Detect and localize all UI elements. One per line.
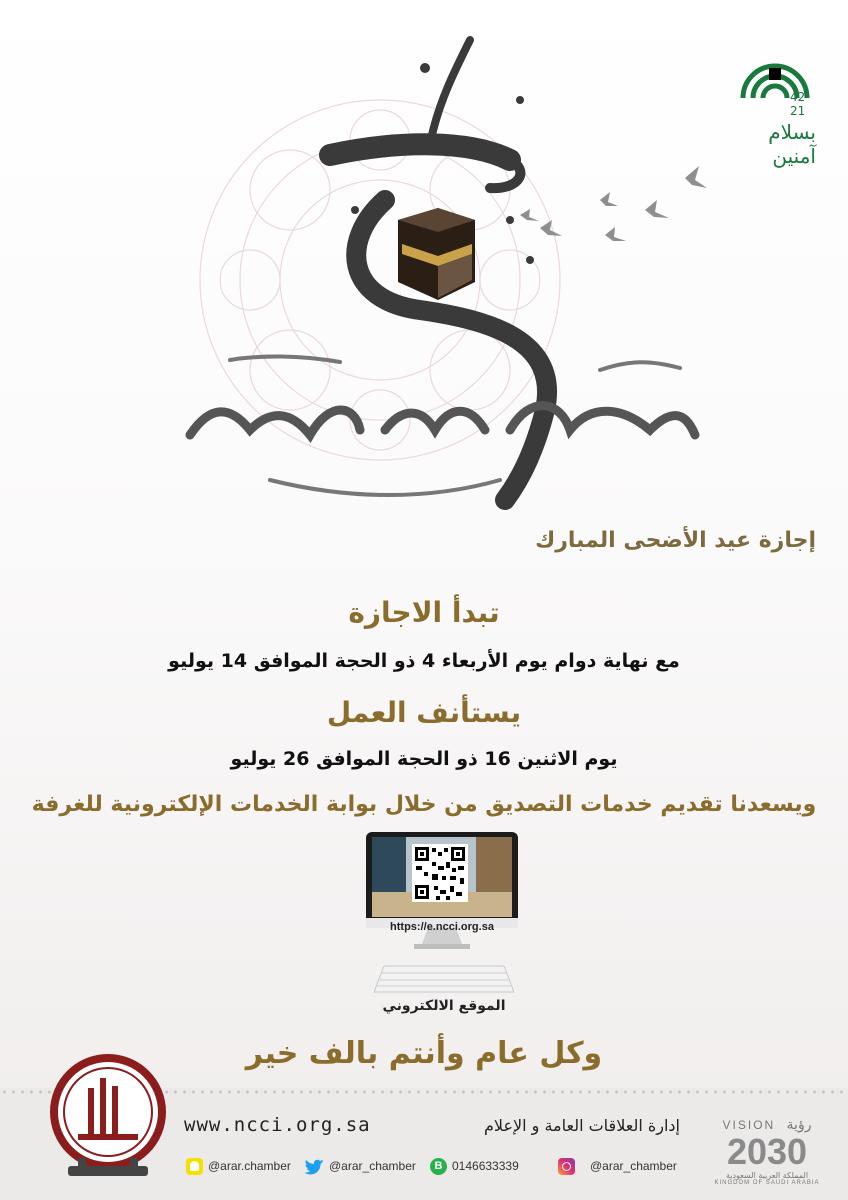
start-heading: تبدأ الاجازة — [348, 596, 500, 629]
start-detail: مع نهاية دوام يوم الأربعاء 4 ذو الحجة الموافق 14 يوليو — [168, 650, 680, 672]
snapchat-handle: @arar.chamber — [208, 1159, 291, 1173]
whatsapp-business-icon: B — [430, 1158, 447, 1175]
holiday-title: إجازة عيد الأضحى المبارك — [535, 528, 816, 553]
arar-chamber-logo — [48, 1048, 168, 1188]
snapchat-icon — [186, 1158, 203, 1175]
salam-year: 42 21 — [790, 90, 806, 118]
vision-2030-logo — [712, 1116, 822, 1186]
twitter-icon — [304, 1158, 324, 1175]
footer-department: إدارة العلاقات العامة و الإعلام — [484, 1116, 680, 1135]
instagram-icon — [558, 1158, 575, 1175]
portal-url[interactable]: https://e.ncci.org.sa — [390, 921, 494, 933]
twitter-handle: @arar_chamber — [329, 1159, 416, 1173]
monitor-icon — [366, 832, 518, 952]
instagram-item[interactable] — [558, 1156, 677, 1176]
phone-item[interactable] — [430, 1156, 519, 1176]
twitter-item[interactable] — [304, 1156, 416, 1176]
resume-heading: يستأنف العمل — [326, 696, 522, 729]
salam-title: بسلام آمنين — [768, 120, 816, 168]
hajj-mabrour-calligraphy — [170, 10, 710, 510]
vision-kingdom-ar: المملكة العربية السعودية — [725, 1171, 809, 1180]
snapchat-item[interactable] — [186, 1156, 291, 1176]
website-caption: الموقع الالكتروني — [382, 998, 506, 1014]
vision-ar: رؤية — [786, 1116, 812, 1132]
instagram-handle: @arar_chamber — [590, 1159, 677, 1173]
phone-number: 0146633339 — [452, 1159, 519, 1173]
greeting: وكل عام وأنتم بالف خير — [245, 1036, 603, 1071]
monitor-illustration — [366, 832, 518, 952]
vision-year: 2030 — [726, 1131, 808, 1172]
services-line: ويسعدنا تقديم خدمات التصديق من خلال بوابة الخدمات الإلكترونية للغرفة — [31, 792, 817, 817]
keyboard-illustration — [374, 964, 514, 994]
vision-kingdom-en: KINGDOM OF SAUDI ARABIA — [714, 1180, 820, 1186]
vision-en: VISION — [722, 1118, 776, 1132]
footer-website[interactable]: www.ncci.org.sa — [184, 1114, 371, 1136]
resume-detail: يوم الاثنين 16 ذو الحجة الموافق 26 يوليو — [230, 748, 618, 770]
